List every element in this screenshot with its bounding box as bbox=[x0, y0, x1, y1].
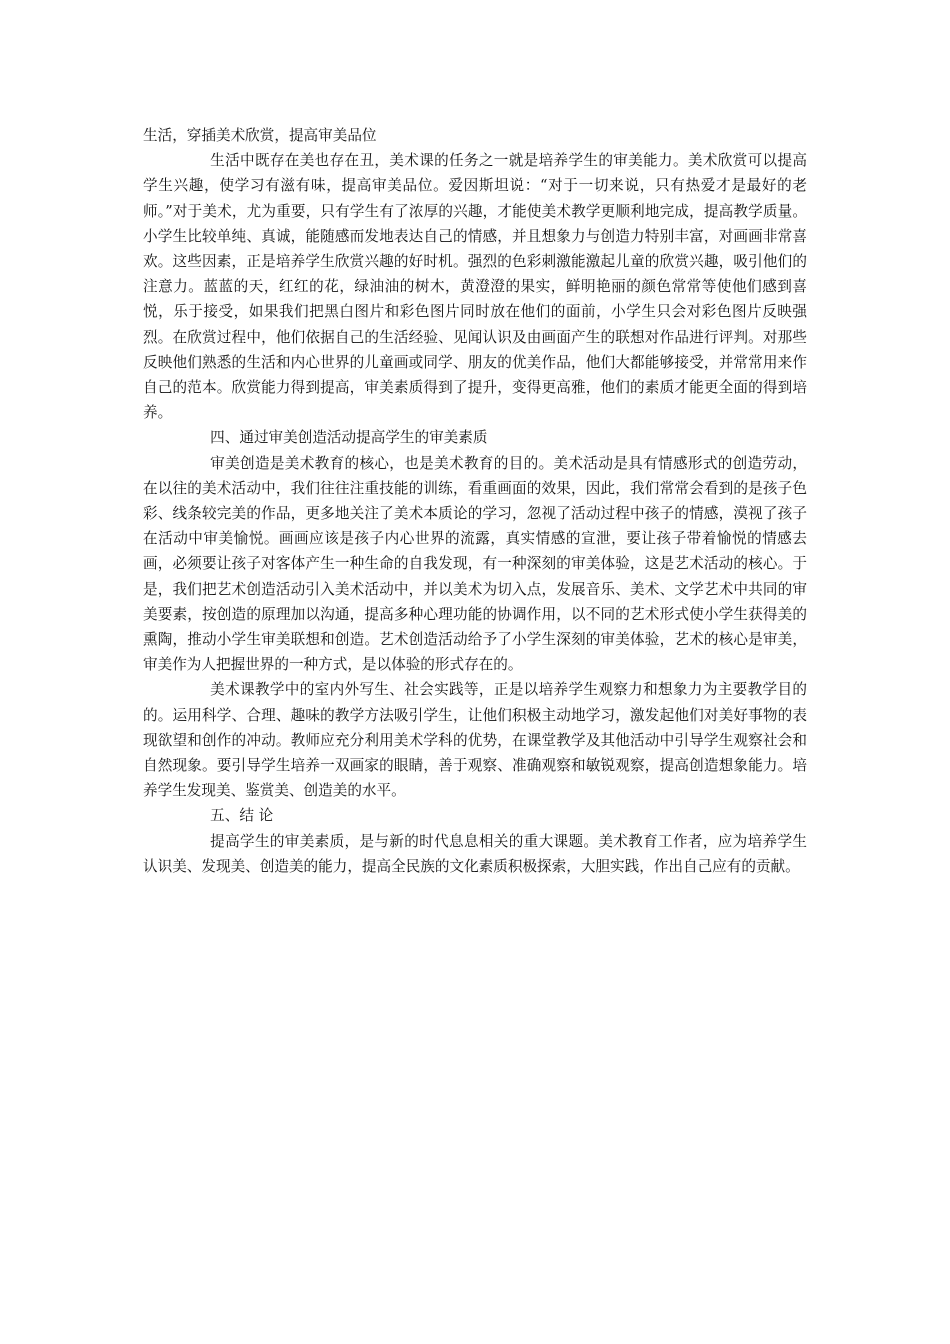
section-heading-four: 四、通过审美创造活动提高学生的审美素质 bbox=[210, 429, 488, 447]
paragraph-appreciation: 生活中既存在美也存在丑，美术课的任务之一就是培养学生的审美能力。美术欣赏可以提高学生兴趣，使学习有滋有味，提高审美品位。爱因斯坦说：“对于一切来说，只有热爱才是最好的老师。”对于美术，尤为重要，只有学生有了浓厚的兴趣，才能使美术教学更顺利地完成，提高教学质量。小学生比较单纯、真诚，能随感而发地表达自己的情感，并且想象力与创造力特别丰富，对画画非常喜欢。这些因素，正是培养学生欣赏兴趣的好时机。强烈的色彩刺激能激起儿童的欣赏兴趣，吸引他们的注意力。蓝蓝的天，红红的花，绿油油的树木，黄澄澄的果实，鲜明艳丽的颜色常常等使他们感到喜悦，乐于接受，如果我们把黑白图片和彩色图片同时放在他们的面前，小学生只会对彩色图片反映强烈。在欣赏过程中，他们依据自己的生活经验、见闻认识及由画面产生的联想对作品进行评判。对那些反映他们熟悉的生活和内心世界的儿童画或同学、朋友的优美作品，他们大都能够接受，并常常用来作自己的范本。欣赏能力得到提高，审美素质得到了提升，变得更高雅，他们的素质才能更全面的得到培养。 bbox=[143, 152, 807, 422]
document-body bbox=[143, 123, 807, 879]
paragraph-observation: 美术课教学中的室内外写生、社会实践等，正是以培养学生观察力和想象力为主要教学目的的。运用科学、合理、趣味的教学方法吸引学生，让他们积极主动地学习，激发起他们对美好事物的表现欲望和创作的冲动。教师应充分利用美术学科的优势，在课堂教学及其他活动中引导学生观察社会和自然现象。要引导学生培养一双画家的眼睛，善于观察、准确观察和敏锐观察，提高创造想象能力。培养学生发现美、鉴赏美、创造美的水平。 bbox=[143, 681, 807, 800]
paragraph-conclusion: 提高学生的审美素质，是与新的时代息息相关的重大课题。美术教育工作者，应为培养学生认识美、发现美、创造美的能力，提高全民族的文化素质积极探索，大胆实践，作出自己应有的贡献。 bbox=[143, 832, 807, 875]
section-heading-five: 五、结 论 bbox=[210, 807, 274, 825]
paragraph-creation: 审美创造是美术教育的核心，也是美术教育的目的。美术活动是具有情感形式的创造劳动，在以往的美术活动中，我们往往注重技能的训练，看重画面的效果，因此，我们常常会看到的是孩子色彩、线条较完美的作品，更多地关注了美术本质论的学习，忽视了活动过程中孩子的情感，漠视了孩子在活动中审美愉悦。画画应该是孩子内心世界的流露，真实情感的宣泄，要让孩子带着愉悦的情感去画，必须要让孩子对客体产生一种生命的自我发现，有一种深刻的审美体验，这是艺术活动的核心。于是，我们把艺术创造活动引入美术活动中，并以美术为切入点，发展音乐、美术、文学艺术中共同的审美要素，按创造的原理加以沟通，提高多种心理功能的协调作用，以不同的艺术形式使小学生获得美的熏陶，推动小学生审美联想和创造。艺术创造活动给予了小学生深刻的审美体验，艺术的核心是审美，审美作为人把握世界的一种方式，是以体验的形式存在的。 bbox=[143, 454, 807, 674]
paragraph-continued: 生活，穿插美术欣赏，提高审美品位 bbox=[143, 127, 377, 144]
